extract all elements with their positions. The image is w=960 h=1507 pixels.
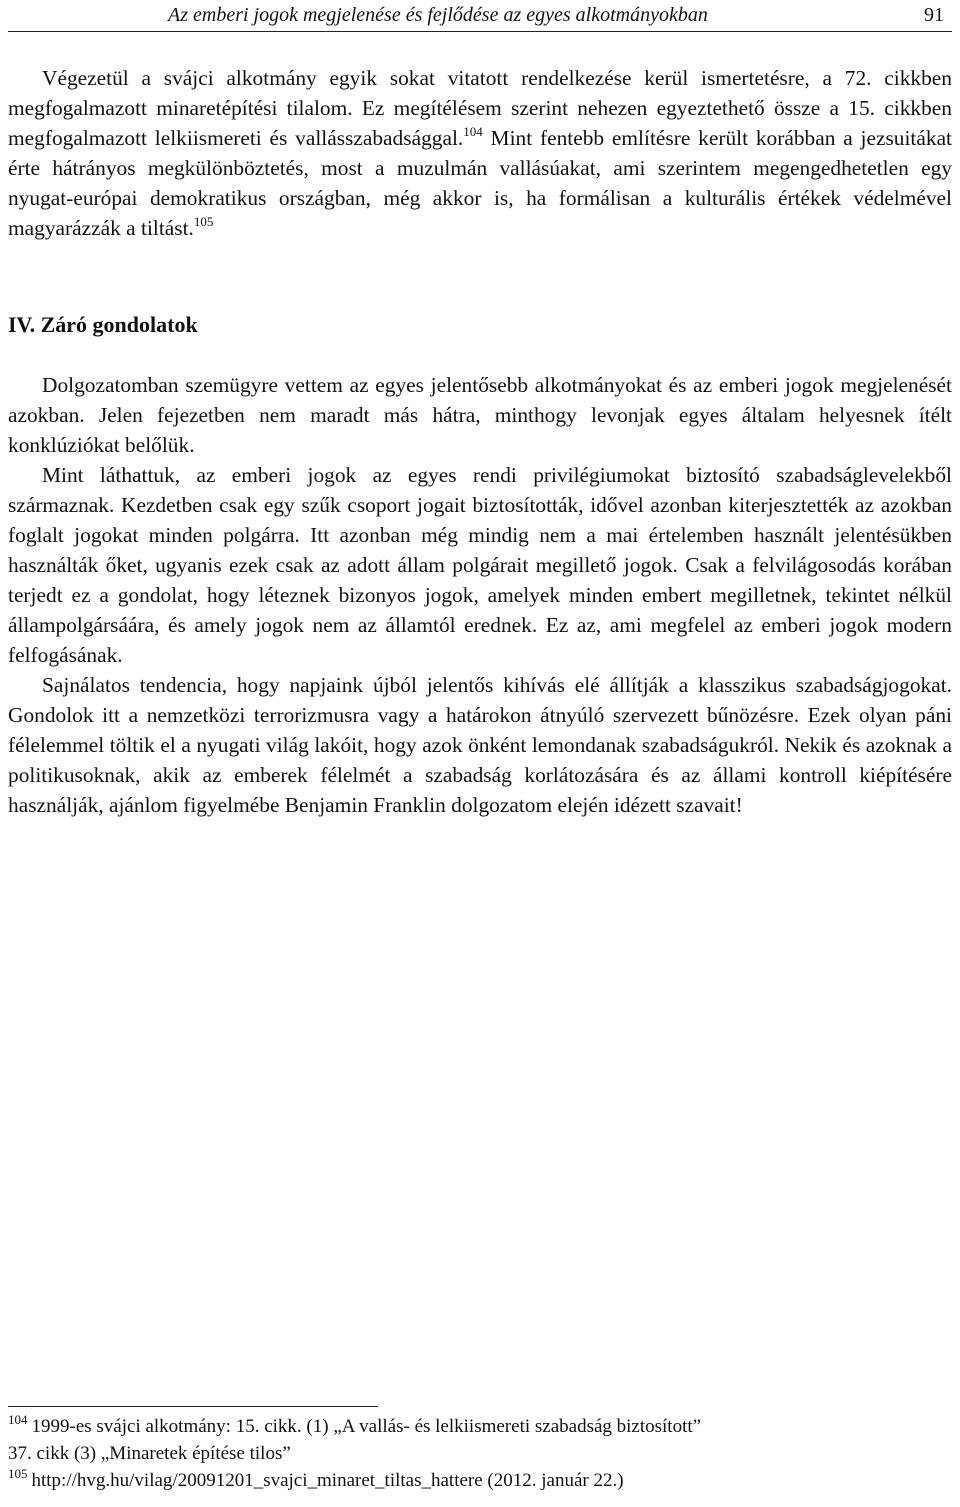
paragraph-minaret: [8, 63, 952, 243]
paragraph-text: Végezetül a svájci alkotmány egyik sokat vitatott rendelkezése kerül ismertetésre, a 72. cikkben megfogalmazott minaretépítési tilalom. Ez megítélésem szerint nehezen egyeztethető össze a 15. cikkben megfogalmazott lelkiismereti és vallásszabadsággal.: [8, 66, 952, 150]
footnote-number: 104: [8, 1412, 28, 1427]
conclusion-section: [8, 370, 952, 820]
footnote-text: 1999-es svájci alkotmány: 15. cikk. (1) „A vallás- és lelkiismereti szabadság biztosított”: [31, 1416, 702, 1437]
page-number: 91: [924, 4, 944, 26]
footnote-number: 105: [8, 1466, 28, 1481]
footnote-104-continued: 37. cikk (3) „Minaretek építése tilos”: [8, 1443, 291, 1464]
conclusion-paragraph: Dolgozatomban szemügyre vettem az egyes jelentősebb alkotmányokat és az emberi jogok megjelenését azokban. Jelen fejezetben nem maradt más hátra, minthogy levonjak egyes általam helyesnek ítélt konklúziókat belőlük.: [8, 373, 952, 457]
running-header-title: Az emberi jogok megjelenése és fejlődése az egyes alkotmányokban: [168, 4, 708, 26]
footnote-separator: [8, 1406, 378, 1407]
section-heading: IV. Záró gondolatok: [8, 312, 198, 337]
running-header: [8, 0, 952, 32]
footnote-link[interactable]: http://hvg.hu/vilag/20091201_svajci_minaret_tiltas_hattere (2012. január 22.): [31, 1470, 624, 1491]
conclusion-paragraph: Mint láthattuk, az emberi jogok az egyes rendi privilégiumokat biztosító szabadságlevelekből származnak. Kezdetben csak egy szűk csoport jogait biztosították, idővel azonban kiterjesztették az azokban foglalt jogokat minden polgárra. Itt azonban még mindig nem a mai értelemben használt jelentésükben használták őket, ugyanis ezek csak az adott állam polgárait megillető jogok. Csak a felvilágosodás korában terjedt ez a gondolat, hogy léteznek bizonyos jogok, amelyek minden embert megilletnek, tekintet nélkül állampolgársáára, és amely jogok nem az államtól erednek. Ez az, ami megfelel az emberi jogok modern felfogásának.: [8, 463, 952, 667]
footnote-ref-105[interactable]: 105: [193, 214, 214, 229]
conclusion-paragraph: Sajnálatos tendencia, hogy napjaink újból jelentős kihívás elé állítják a klasszikus szabadságjogokat. Gondolok itt a nemzetközi terrorizmusra vagy a határokon átnyúló szervezett bűnözésre. Ezek olyan páni félelemmel töltik el a nyugati világ lakóit, hogy azok önként lemondanak szabadságukról. Nekik és azoknak a politikusoknak, akik az emberek félelmét a szabadság korlátozására és az állami kontroll kiépítésére használják, ajánlom figyelmébe Benjamin Franklin dolgozatom elején idézett szavait!: [8, 673, 952, 817]
footnotes: [8, 1413, 952, 1494]
footnote-105: [8, 1467, 952, 1494]
footnote-104: [8, 1413, 952, 1440]
footnote-ref-104[interactable]: 104: [463, 124, 483, 139]
paragraph-text: Mint fentebb említésre került korábban a jezsuitákat érte hátrányos megkülönböztetés, most a muzulmán vallásúakat, ami szerintem megengedhetetlen egy nyugat-európai demokratikus országban, még akkor is, ha formálisan a kulturális értékek védelmével magyarázzák a tiltást.: [8, 126, 953, 240]
